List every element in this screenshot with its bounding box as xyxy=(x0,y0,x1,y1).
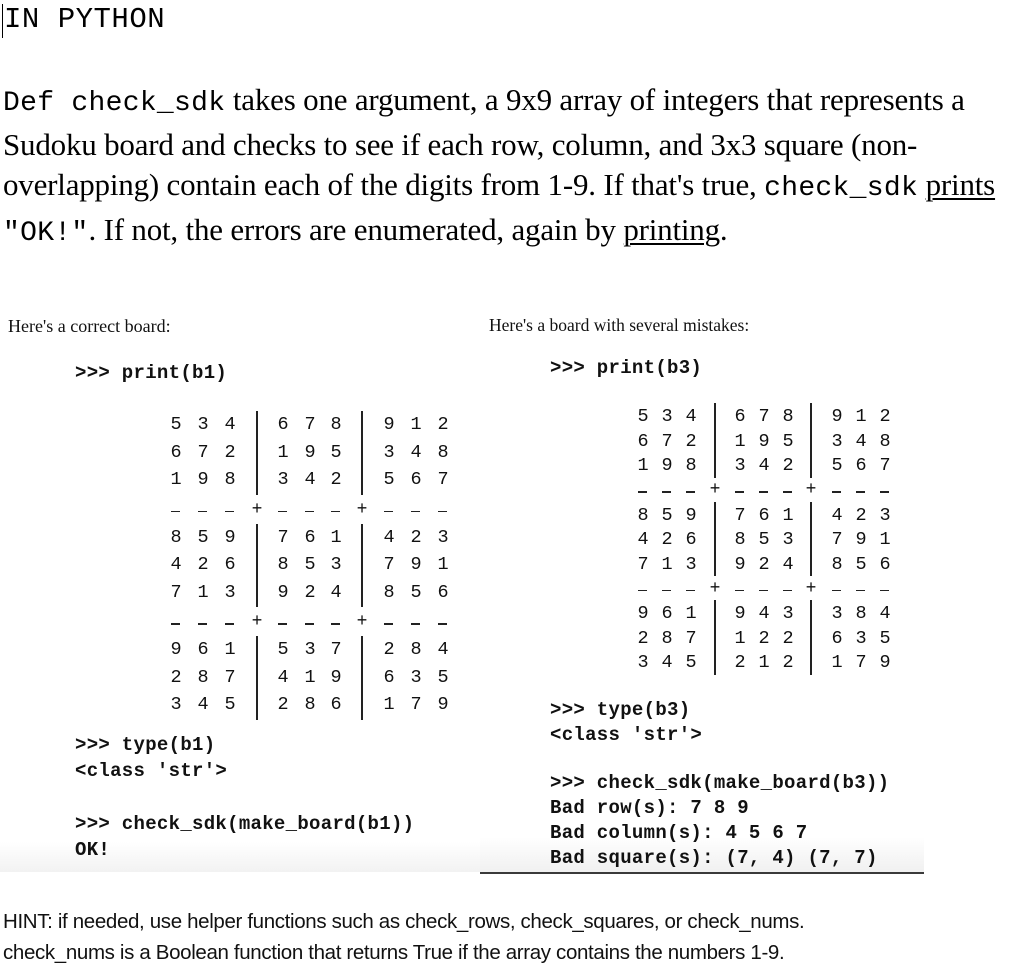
board-cell: 2 xyxy=(661,529,673,550)
board-cell: 9 xyxy=(855,529,867,550)
vertical-divider xyxy=(714,526,716,552)
dash xyxy=(198,511,207,513)
dash xyxy=(384,623,393,625)
function-name: check_sdk xyxy=(764,173,919,204)
vertical-divider xyxy=(361,636,363,665)
board-cell: 7 xyxy=(304,414,316,435)
board-cell: 4 xyxy=(410,441,422,463)
intro-end: . xyxy=(719,211,728,247)
board-cell: 9 xyxy=(224,526,236,548)
board-cell: 7 xyxy=(855,652,867,673)
board-cell: 3 xyxy=(782,603,794,624)
board-cell: 3 xyxy=(782,529,794,550)
board-cell: 3 xyxy=(734,455,746,476)
dash xyxy=(411,623,420,625)
board-cell: 2 xyxy=(197,554,209,575)
board-cell: 1 xyxy=(685,603,697,624)
vertical-divider xyxy=(810,452,812,478)
board-cell: 8 xyxy=(637,504,649,526)
board-cell: 6 xyxy=(661,603,673,624)
board-cell: 6 xyxy=(437,581,449,603)
board-cell: 4 xyxy=(685,406,697,427)
type-b3-command: >>> type(b3) xyxy=(550,699,691,721)
dash xyxy=(662,491,671,493)
text-cursor xyxy=(2,4,3,38)
vertical-divider xyxy=(714,625,716,651)
bad-rows-output: Bad row(s): 7 8 9 xyxy=(550,797,749,819)
board-cell: 9 xyxy=(637,603,649,624)
vertical-divider xyxy=(714,428,716,454)
board-cell: 2 xyxy=(410,526,422,548)
dash xyxy=(783,590,792,592)
board-cell: 8 xyxy=(782,406,794,427)
vertical-divider xyxy=(256,411,258,440)
board-cell: 3 xyxy=(224,581,236,603)
board-cell: 2 xyxy=(879,406,891,427)
printing-emphasis: printing xyxy=(623,211,720,247)
board-cell: 9 xyxy=(685,504,697,526)
board-cell: 1 xyxy=(855,406,867,427)
dash xyxy=(686,590,695,592)
board-cell: 5 xyxy=(224,694,236,715)
prints-emphasis: prints xyxy=(925,167,996,202)
dash xyxy=(832,590,841,592)
board-cell: 8 xyxy=(831,553,843,575)
board-cell: 3 xyxy=(197,414,209,435)
plus-junction: + xyxy=(709,578,721,599)
board-cell: 5 xyxy=(782,430,794,452)
board-cell: 1 xyxy=(330,526,342,548)
board-cell: 8 xyxy=(197,666,209,688)
dash xyxy=(880,590,889,592)
problem-description xyxy=(3,80,1023,254)
board-cell: 5 xyxy=(855,553,867,575)
correct-board-example xyxy=(0,302,480,872)
vertical-divider xyxy=(810,526,812,552)
vertical-divider xyxy=(361,466,363,495)
vertical-divider xyxy=(714,403,716,429)
board-cell: 8 xyxy=(661,627,673,649)
dash xyxy=(686,491,695,493)
vertical-divider xyxy=(361,439,363,468)
dash xyxy=(225,511,234,513)
dash xyxy=(278,623,287,625)
plus-junction: + xyxy=(805,480,817,500)
board-cell: 6 xyxy=(277,414,289,435)
dash xyxy=(662,590,671,592)
board-cell: 8 xyxy=(330,414,342,435)
mistakes-board-example xyxy=(480,302,924,874)
board-cell: 6 xyxy=(758,504,770,526)
board-cell: 1 xyxy=(734,627,746,649)
board-cell: 6 xyxy=(304,526,316,548)
board-cell: 6 xyxy=(637,430,649,452)
intro-text-2: . If not, the errors are enumerated, again by xyxy=(88,211,624,247)
board-cell: 5 xyxy=(831,455,843,476)
vertical-divider xyxy=(810,649,812,675)
board-cell: 7 xyxy=(879,455,891,476)
board-cell: 6 xyxy=(855,455,867,476)
board-cell: 3 xyxy=(410,666,422,688)
board-cell: 8 xyxy=(685,455,697,476)
board-cell: 6 xyxy=(383,666,395,688)
board-cell: 2 xyxy=(782,627,794,649)
board-cell: 5 xyxy=(685,652,697,673)
board-cell: 1 xyxy=(637,455,649,476)
board-cell: 4 xyxy=(758,455,770,476)
heading xyxy=(4,4,165,36)
vertical-divider xyxy=(361,524,363,553)
board-cell: 2 xyxy=(224,441,236,463)
board-cell: 9 xyxy=(197,469,209,490)
plus-junction: + xyxy=(251,612,263,632)
board-cell: 8 xyxy=(410,639,422,660)
board-cell: 2 xyxy=(855,504,867,526)
dash xyxy=(438,511,447,513)
plus-junction: + xyxy=(356,612,368,632)
board-cell: 9 xyxy=(304,441,316,463)
board-cell: 3 xyxy=(661,406,673,427)
board-cell: 5 xyxy=(637,406,649,427)
board-cell: 3 xyxy=(855,627,867,649)
board-cell: 4 xyxy=(831,504,843,526)
type-b3-output: <class 'str'> xyxy=(550,724,703,746)
plus-junction: + xyxy=(251,499,263,520)
board-cell: 1 xyxy=(879,529,891,550)
board-cell: 3 xyxy=(277,469,289,490)
mistakes-board-caption: Here's a board with several mistakes: xyxy=(489,315,750,335)
board-cell: 2 xyxy=(383,639,395,660)
dash xyxy=(880,491,889,493)
board-cell: 9 xyxy=(330,666,342,688)
board-cell: 6 xyxy=(831,627,843,649)
board-cell: 5 xyxy=(410,581,422,603)
vertical-divider xyxy=(361,551,363,580)
board-cell: 7 xyxy=(170,581,182,603)
board-cell: 3 xyxy=(383,441,395,463)
board-cell: 4 xyxy=(224,414,236,435)
board-cell: 5 xyxy=(437,666,449,688)
vertical-divider xyxy=(361,691,363,720)
dash xyxy=(759,590,768,592)
board-cell: 3 xyxy=(330,554,342,575)
dash xyxy=(832,491,841,493)
board-cell: 2 xyxy=(758,553,770,575)
board-cell: 3 xyxy=(831,603,843,624)
board-cell: 4 xyxy=(437,639,449,660)
board-cell: 7 xyxy=(197,441,209,463)
board-cell: 2 xyxy=(330,469,342,490)
board-cell: 5 xyxy=(170,414,182,435)
board-cell: 4 xyxy=(758,603,770,624)
board-cell: 4 xyxy=(782,553,794,575)
board-cell: 3 xyxy=(637,652,649,673)
board-cell: 7 xyxy=(437,469,449,490)
vertical-divider xyxy=(256,579,258,608)
dash xyxy=(198,623,207,625)
board-cell: 9 xyxy=(170,639,182,660)
dash xyxy=(171,623,180,625)
board-cell: 2 xyxy=(685,430,697,452)
board-cell: 6 xyxy=(410,469,422,490)
vertical-divider xyxy=(256,636,258,665)
board-cell: 7 xyxy=(637,553,649,575)
plus-junction: + xyxy=(805,578,817,599)
dash xyxy=(331,623,340,625)
board-cell: 6 xyxy=(879,553,891,575)
board-cell: 9 xyxy=(734,553,746,575)
board-cell: 8 xyxy=(170,526,182,548)
board-cell: 5 xyxy=(661,504,673,526)
board-cell: 8 xyxy=(383,581,395,603)
board-cell: 2 xyxy=(170,666,182,688)
vertical-divider xyxy=(256,664,258,693)
board-cell: 8 xyxy=(879,430,891,452)
board-cell: 8 xyxy=(855,603,867,624)
board-cell: 7 xyxy=(410,694,422,715)
vertical-divider xyxy=(810,625,812,651)
board-cell: 1 xyxy=(410,414,422,435)
board-cell: 7 xyxy=(734,504,746,526)
board-cell: 7 xyxy=(383,554,395,575)
board-cell: 5 xyxy=(304,554,316,575)
board-cell: 7 xyxy=(277,526,289,548)
board-cell: 9 xyxy=(437,694,449,715)
board-cell: 2 xyxy=(277,694,289,715)
board-cell: 7 xyxy=(661,430,673,452)
vertical-divider xyxy=(714,600,716,626)
board-cell: 2 xyxy=(758,627,770,649)
hint-text xyxy=(3,906,804,968)
dash xyxy=(411,511,420,513)
dash xyxy=(384,511,393,513)
board-cell: 4 xyxy=(304,469,316,490)
board-cell: 4 xyxy=(879,603,891,624)
board-cell: 8 xyxy=(734,529,746,550)
board-cell: 6 xyxy=(224,554,236,575)
vertical-divider xyxy=(810,403,812,429)
heading-text: IN PYTHON xyxy=(4,3,166,36)
board-cell: 9 xyxy=(734,603,746,624)
board-cell: 7 xyxy=(758,406,770,427)
vertical-divider xyxy=(810,428,812,454)
board-cell: 9 xyxy=(410,554,422,575)
board-cell: 4 xyxy=(197,694,209,715)
board-cell: 9 xyxy=(383,414,395,435)
board-cell: 1 xyxy=(758,652,770,673)
dash xyxy=(735,590,744,592)
board-cell: 2 xyxy=(437,414,449,435)
vertical-divider xyxy=(810,600,812,626)
check-b3-command: >>> check_sdk(make_board(b3)) xyxy=(550,772,890,794)
board-cell: 4 xyxy=(383,526,395,548)
print-b3-command: >>> print(b3) xyxy=(550,357,703,379)
hint-line-2: check_nums is a Boolean function that returns True if the array contains the numbers 1-9. xyxy=(3,941,785,964)
board-cell: 2 xyxy=(782,455,794,476)
print-b1-command: >>> print(b1) xyxy=(75,362,228,384)
type-b1-output: <class 'str'> xyxy=(75,760,228,782)
board-cell: 1 xyxy=(782,504,794,526)
board-cell: 7 xyxy=(685,627,697,649)
check-b1-output: OK! xyxy=(75,839,111,861)
ok-literal: "OK!" xyxy=(3,217,89,249)
board-cell: 9 xyxy=(277,581,289,603)
board-cell: 7 xyxy=(224,666,236,688)
vertical-divider xyxy=(714,452,716,478)
board-cell: 3 xyxy=(831,430,843,452)
board-cell: 4 xyxy=(637,529,649,550)
dash xyxy=(331,511,340,513)
board-cell: 5 xyxy=(197,526,209,548)
type-b1-command: >>> type(b1) xyxy=(75,734,216,756)
board-cell: 7 xyxy=(831,529,843,550)
vertical-divider xyxy=(256,691,258,720)
board-cell: 3 xyxy=(879,504,891,526)
board-cell: 9 xyxy=(831,406,843,427)
intro-text-1: takes one argument, a 9x9 array of integers that represents a Sudoku board and checks to see if each row, column, and 3x3 square (non-overlapping) contain each of the digits from 1-9. If that's true, xyxy=(3,82,965,202)
dash xyxy=(305,511,314,513)
dash xyxy=(856,590,865,592)
vertical-divider xyxy=(361,579,363,608)
dash xyxy=(305,623,314,625)
board-cell: 1 xyxy=(197,581,209,603)
board-cell: 4 xyxy=(661,652,673,673)
board-cell: 5 xyxy=(758,529,770,550)
board-cell: 4 xyxy=(170,554,182,575)
correct-board-caption: Here's a correct board: xyxy=(8,316,171,336)
dash xyxy=(438,623,447,625)
board-cell: 6 xyxy=(170,441,182,463)
bad-squares-output: Bad square(s): (7, 4) (7, 7) xyxy=(550,847,878,869)
vertical-divider xyxy=(256,551,258,580)
dash xyxy=(783,491,792,493)
board-cell: 4 xyxy=(277,666,289,688)
board-cell: 8 xyxy=(437,441,449,463)
board-cell: 5 xyxy=(383,469,395,490)
function-signature: Def check_sdk xyxy=(3,88,226,119)
vertical-divider xyxy=(810,551,812,577)
board-cell: 2 xyxy=(304,581,316,603)
check-b1-command: >>> check_sdk(make_board(b1)) xyxy=(75,813,415,835)
vertical-divider xyxy=(714,502,716,528)
vertical-divider xyxy=(361,411,363,440)
dash xyxy=(171,511,180,513)
board-cell: 9 xyxy=(661,455,673,476)
bad-columns-output: Bad column(s): 4 5 6 7 xyxy=(550,822,808,844)
plus-junction: + xyxy=(709,480,721,500)
vertical-divider xyxy=(810,502,812,528)
vertical-divider xyxy=(256,466,258,495)
vertical-divider xyxy=(256,524,258,553)
board-cell: 8 xyxy=(224,469,236,490)
board-cell: 2 xyxy=(734,652,746,673)
board-cell: 3 xyxy=(437,526,449,548)
board-cell: 3 xyxy=(685,553,697,575)
plus-junction: + xyxy=(356,499,368,520)
board-cell: 3 xyxy=(170,694,182,715)
board-cell: 6 xyxy=(734,406,746,427)
dash xyxy=(225,623,234,625)
board-cell: 4 xyxy=(330,581,342,603)
board-cell: 1 xyxy=(304,666,316,688)
board-cell: 1 xyxy=(277,441,289,463)
board-cell: 5 xyxy=(330,441,342,463)
board-cell: 1 xyxy=(383,694,395,715)
board-cell: 1 xyxy=(224,639,236,660)
board-cell: 6 xyxy=(197,639,209,660)
board-cell: 2 xyxy=(782,652,794,673)
dash xyxy=(638,491,647,493)
board-cell: 2 xyxy=(637,627,649,649)
dash xyxy=(735,491,744,493)
board-cell: 1 xyxy=(661,553,673,575)
board-cell: 6 xyxy=(685,529,697,550)
vertical-divider xyxy=(714,649,716,675)
dash xyxy=(759,491,768,493)
board-cell: 5 xyxy=(277,639,289,660)
board-cell: 9 xyxy=(758,430,770,452)
board-cell: 9 xyxy=(879,652,891,673)
dash xyxy=(278,511,287,513)
board-cell: 3 xyxy=(304,639,316,660)
board-cell: 5 xyxy=(879,627,891,649)
vertical-divider xyxy=(361,664,363,693)
board-cell: 8 xyxy=(304,694,316,715)
board-cell: 8 xyxy=(277,554,289,575)
vertical-divider xyxy=(256,439,258,468)
board-cell: 6 xyxy=(330,694,342,715)
dash xyxy=(856,491,865,493)
board-cell: 1 xyxy=(437,554,449,575)
board-cell: 1 xyxy=(831,652,843,673)
board-cell: 1 xyxy=(170,469,182,490)
board-cell: 7 xyxy=(330,639,342,660)
board-cell: 1 xyxy=(734,430,746,452)
board-cell: 4 xyxy=(855,430,867,452)
dash xyxy=(638,590,647,592)
hint-line-1: HINT: if needed, use helper functions such as check_rows, check_squares, or check_nums. xyxy=(3,910,805,933)
vertical-divider xyxy=(714,551,716,577)
